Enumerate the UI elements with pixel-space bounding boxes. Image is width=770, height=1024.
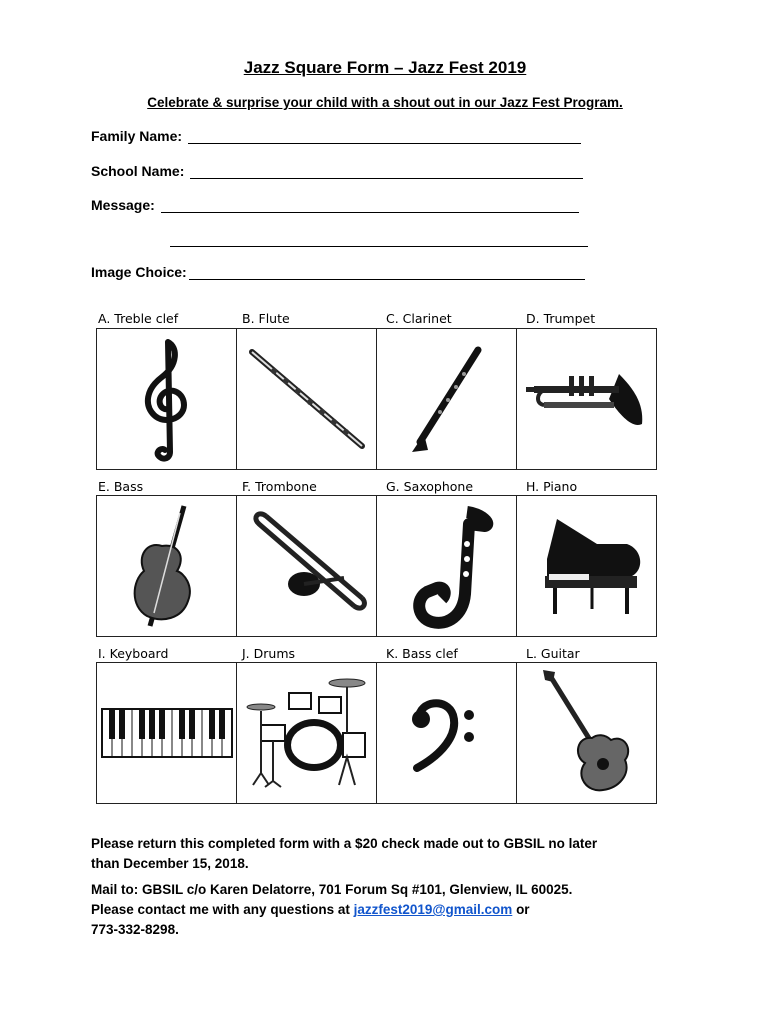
- image-choice-line[interactable]: [189, 265, 585, 280]
- school-name-line[interactable]: [190, 164, 583, 179]
- cell-treble-clef: [96, 328, 237, 470]
- message-line-1[interactable]: [161, 198, 579, 213]
- contact-info: [91, 880, 691, 940]
- treble-clef-icon: [132, 337, 202, 462]
- family-name-label: Family Name:: [91, 128, 183, 144]
- bass-icon: [122, 501, 212, 631]
- form-subtitle: Celebrate & surprise your child with a shout out in our Jazz Fest Program.: [147, 95, 623, 110]
- flute-icon: [244, 344, 369, 454]
- label-saxophone: G. Saxophone: [386, 479, 474, 494]
- label-guitar: L. Guitar: [526, 646, 580, 661]
- image-choice-field: [91, 264, 585, 280]
- contact-suffix: or: [512, 902, 530, 917]
- label-drums: J. Drums: [242, 646, 296, 661]
- cell-trumpet: [516, 328, 657, 470]
- family-name-line[interactable]: [188, 129, 581, 144]
- label-trumpet: D. Trumpet: [526, 311, 596, 326]
- drums-icon: [239, 673, 374, 793]
- school-name-field: [91, 163, 583, 179]
- contact-line: [91, 900, 691, 920]
- cell-flute: [236, 328, 377, 470]
- message-line-2[interactable]: [170, 232, 588, 247]
- family-name-field: [91, 128, 581, 144]
- image-choice-label: Image Choice:: [91, 264, 187, 280]
- cell-keyboard: [96, 662, 237, 804]
- email-link[interactable]: jazzfest2019@gmail.com: [353, 902, 513, 917]
- trumpet-icon: [524, 354, 649, 444]
- return-line-2: than December 15, 2018.: [91, 856, 249, 871]
- label-clarinet: C. Clarinet: [386, 311, 452, 326]
- label-treble-clef: A. Treble clef: [98, 311, 179, 326]
- keyboard-icon: [101, 708, 233, 758]
- form-title: Jazz Square Form – Jazz Fest 2019: [243, 58, 527, 77]
- contact-prefix: Please contact me with any questions at: [91, 902, 354, 917]
- label-trombone: F. Trombone: [242, 479, 317, 494]
- message-field-2: [170, 232, 588, 247]
- clarinet-icon: [402, 342, 492, 457]
- phone-number: 773-332-8298.: [91, 922, 179, 937]
- label-bass: E. Bass: [98, 479, 144, 494]
- cell-guitar: [516, 662, 657, 804]
- cell-drums: [236, 662, 377, 804]
- trombone-icon: [244, 506, 369, 626]
- cell-bass: [96, 495, 237, 637]
- guitar-icon: [537, 668, 637, 798]
- mail-to-line: Mail to: GBSIL c/o Karen Delatorre, 701 Forum Sq #101, Glenview, IL 60025.: [91, 882, 573, 897]
- label-keyboard: I. Keyboard: [98, 646, 169, 661]
- cell-piano: [516, 495, 657, 637]
- cell-clarinet: [376, 328, 517, 470]
- return-instructions: [91, 834, 691, 874]
- saxophone-icon: [397, 504, 497, 629]
- label-bass-clef: K. Bass clef: [386, 646, 458, 661]
- return-line-1: Please return this completed form with a $20 check made out to GBSIL no later: [91, 836, 598, 851]
- piano-icon: [527, 514, 647, 619]
- cell-saxophone: [376, 495, 517, 637]
- cell-bass-clef: [376, 662, 517, 804]
- label-flute: B. Flute: [242, 311, 290, 326]
- cell-trombone: [236, 495, 377, 637]
- label-piano: H. Piano: [526, 479, 578, 494]
- message-field: [91, 197, 579, 213]
- school-name-label: School Name:: [91, 163, 185, 179]
- bass-clef-icon: [407, 693, 487, 773]
- message-label: Message:: [91, 197, 155, 213]
